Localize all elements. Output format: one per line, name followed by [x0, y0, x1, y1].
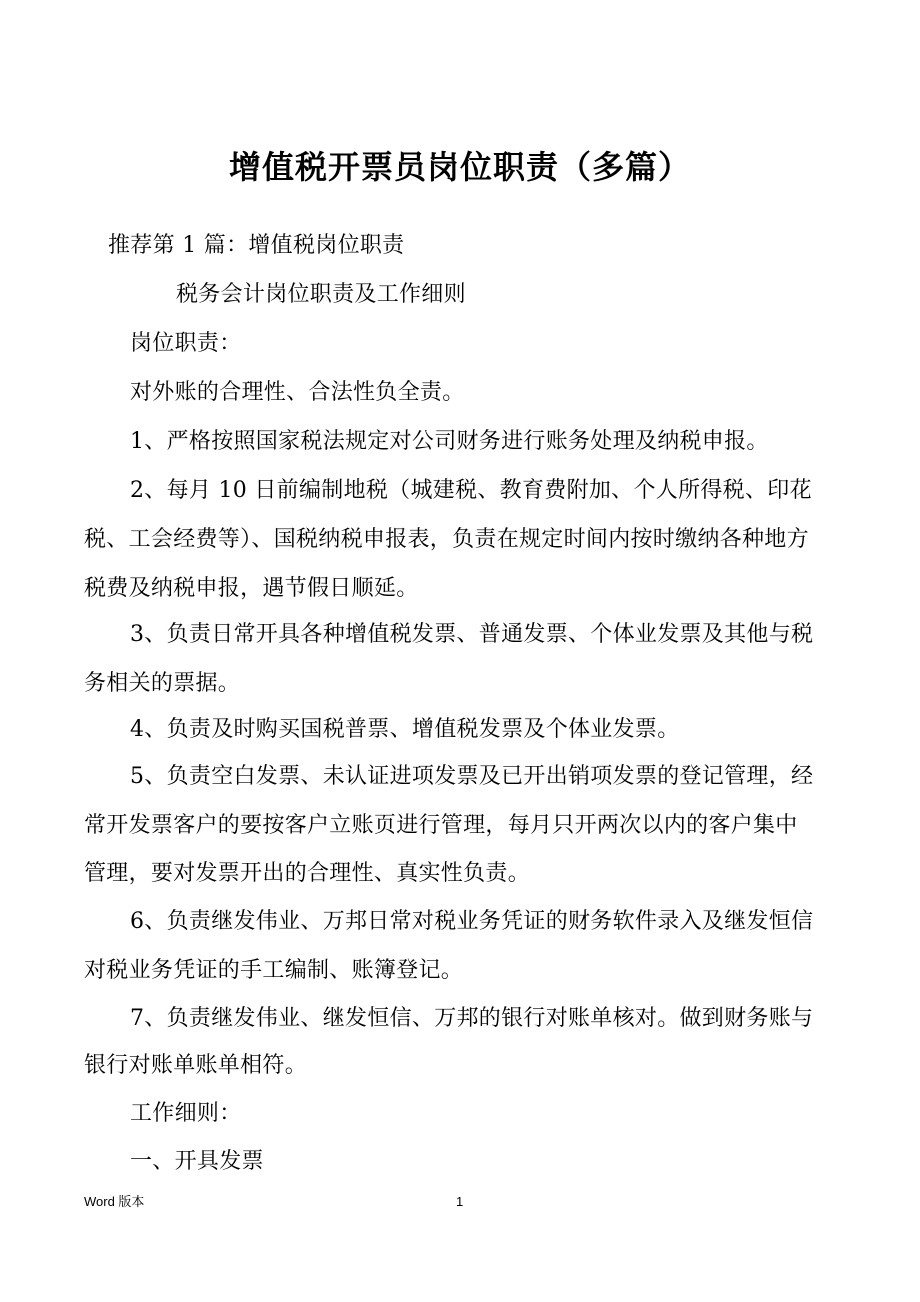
paragraph-line: 工作细则：: [130, 1101, 242, 1126]
recommend-heading: 推荐第 1 篇：增值税岗位职责: [108, 233, 405, 258]
paragraph-line: 岗位职责：: [130, 331, 242, 356]
page-title: 增值税开票员岗位职责（多篇）: [228, 148, 691, 186]
paragraph-line: 6、负责继发伟业、万邦日常对税业务凭证的财务软件录入及继发恒信: [130, 909, 814, 934]
paragraph-line: 管理，要对发票开出的合理性、真实性负责。: [84, 861, 531, 886]
page-number: 1: [456, 1194, 464, 1209]
paragraph-line: 税费及纳税申报，遇节假日顺延。: [84, 576, 419, 601]
paragraph-line: 5、负责空白发票、未认证进项发票及已开出销项发票的登记管理，经: [130, 764, 814, 789]
paragraph-line: 1、严格按照国家税法规定对公司财务进行账务处理及纳税申报。: [130, 429, 769, 454]
footer-label: Word 版本: [84, 1194, 145, 1209]
paragraph-line: 3、负责日常开具各种增值税发票、普通发票、个体业发票及其他与税: [130, 622, 814, 647]
paragraph-line: 4、负责及时购买国税普票、增值税发票及个体业发票。: [130, 717, 680, 742]
paragraph-line: 对外账的合理性、合法性负全责。: [130, 380, 465, 405]
section-subtitle: 税务会计岗位职责及工作细则: [176, 282, 466, 307]
paragraph-line: 银行对账单账单相符。: [84, 1053, 308, 1078]
paragraph-line: 对税业务凭证的手工编制、账簿登记。: [84, 958, 464, 983]
paragraph-line: 常开发票客户的要按客户立账页进行管理，每月只开两次以内的客户集中: [84, 813, 798, 838]
paragraph-line: 税、工会经费等）、国税纳税申报表，负责在规定时间内按时缴纳各种地方: [84, 527, 809, 552]
paragraph-line: 一、开具发票: [130, 1149, 264, 1174]
paragraph-line: 务相关的票据。: [84, 671, 241, 696]
paragraph-line: 2、每月 10 日前编制地税（城建税、教育费附加、个人所得税、印花: [130, 478, 812, 503]
paragraph-line: 7、负责继发伟业、继发恒信、万邦的银行对账单核对。做到财务账与: [130, 1006, 814, 1031]
